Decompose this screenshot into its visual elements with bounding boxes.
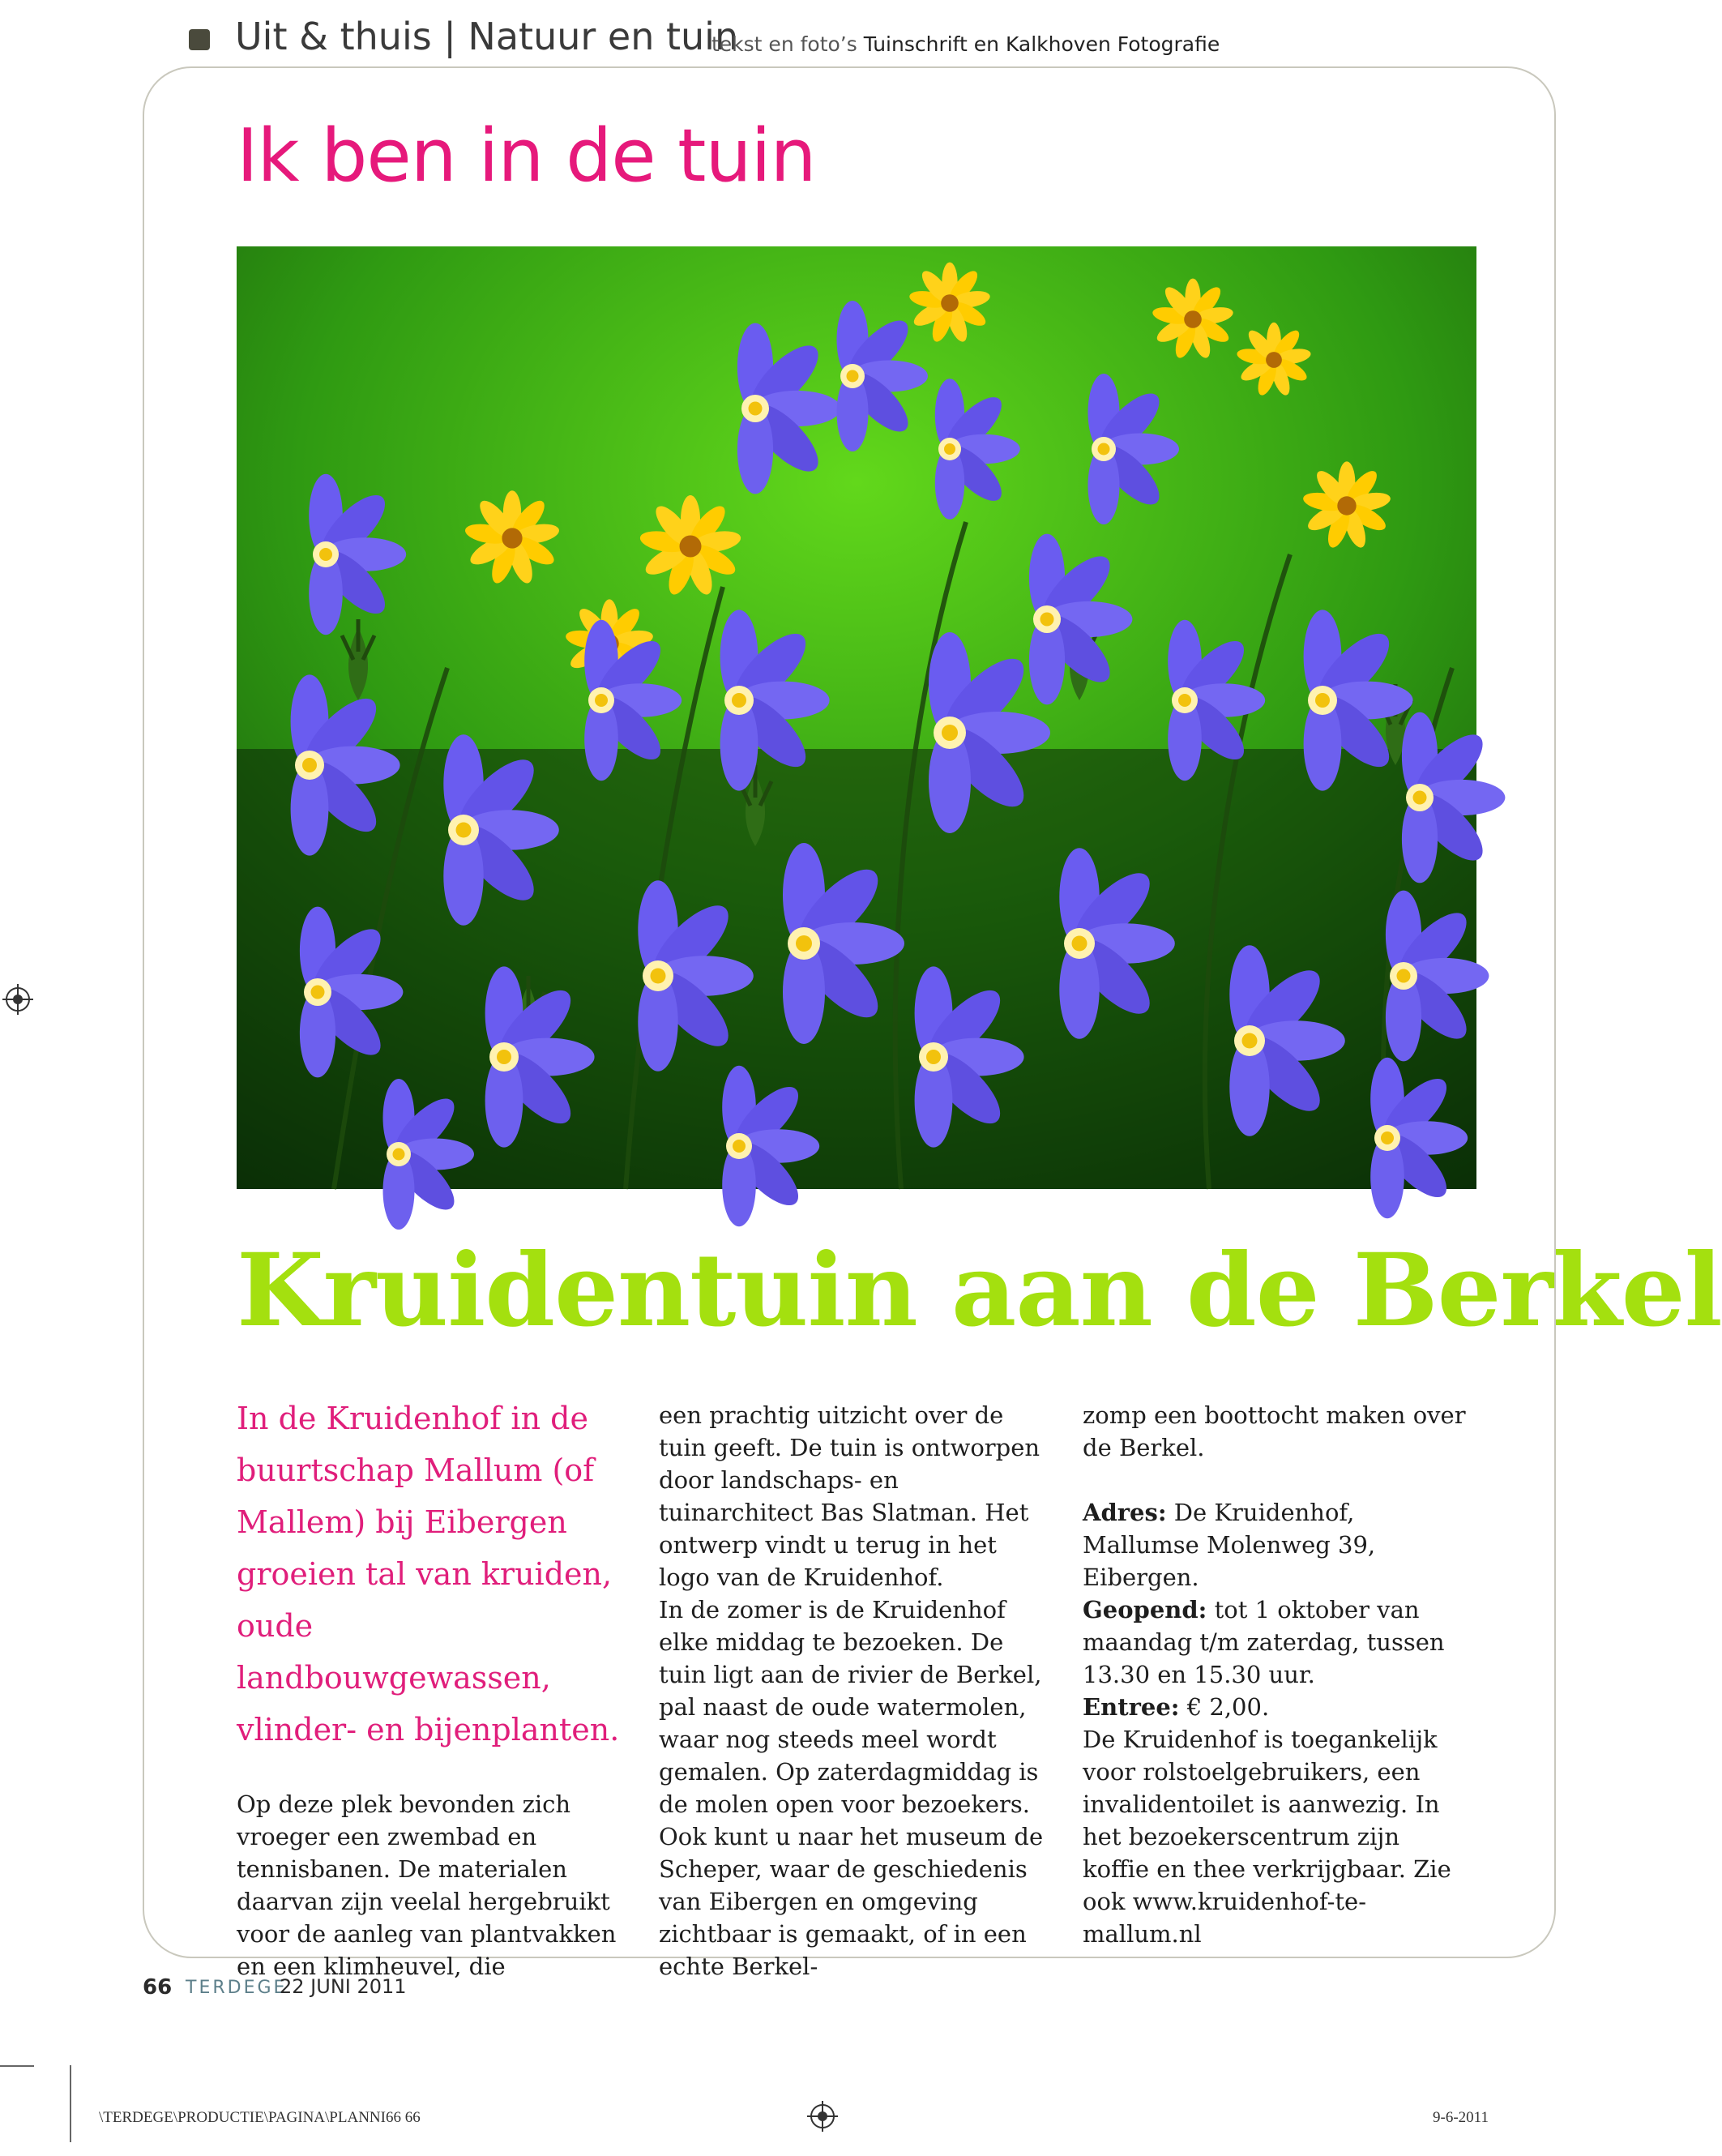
- crop-mark: [0, 2065, 34, 2067]
- info-entry-fee: [1083, 1691, 1468, 1723]
- article-column-1: [237, 1392, 622, 1983]
- print-slug-date: 9-6-2011: [1433, 2109, 1489, 2126]
- info-open-label: Geopend:: [1083, 1596, 1207, 1623]
- crop-mark: [70, 2065, 71, 2142]
- article-column-3: [1083, 1399, 1468, 1950]
- article-body-paragraph: zomp een boottocht maken over de Berkel.: [1083, 1401, 1466, 1461]
- registration-mark-icon: [6, 987, 30, 1012]
- magazine-name: TERDEGE: [186, 1978, 288, 1998]
- print-slug-path: \TERDEGE\PRODUCTIE\PAGINA\PLANNI66 66: [99, 2109, 421, 2126]
- issue-date: 22 JUNI 2011: [280, 1975, 407, 1998]
- credit-names: Tuinschrift en Kalkhoven Fotografie: [863, 32, 1220, 56]
- article-column-2: [659, 1399, 1044, 1983]
- article-headline: Kruidentuin aan de Berkel: [237, 1232, 1722, 1350]
- info-opening-hours: [1083, 1593, 1468, 1691]
- info-address: [1083, 1496, 1468, 1593]
- flowers-illustration: [237, 246, 1476, 1189]
- info-open-value: tot 1 oktober van maandag t/m zaterdag, tussen 13.30 en 15.30 uur.: [1083, 1596, 1445, 1688]
- info-address-label: Adres:: [1083, 1499, 1167, 1526]
- article-lead: In de Kruidenhof in de buurtschap Mallum (of Mallem) bij Eibergen groeien tal van kruiden, oude landbouwgewassen, vlinder- en bijenplanten.: [237, 1401, 620, 1747]
- flowers-photo: [237, 246, 1476, 1189]
- section-bullet-icon: [189, 29, 210, 50]
- info-fee-value: € 2,00.: [1179, 1693, 1270, 1721]
- info-address-value: De Kruidenhof, Mallumse Molenweg 39, Eibergen.: [1083, 1499, 1376, 1591]
- article-body-paragraph: In de zomer is de Kruidenhof elke middag te bezoeken. De tuin ligt aan de rivier de Berkel, pal naast de oude watermolen, waar nog steeds meel wordt gemalen. Op zaterdagmiddag is de molen open voor bezoekers. Ook kunt u naar het museum de Scheper, waar de geschiedenis van Eibergen en omgeving zichtbaar is gemaakt, of in een echte Berkel-: [659, 1596, 1044, 1980]
- info-fee-label: Entree:: [1083, 1693, 1180, 1721]
- page-number: 66: [143, 1975, 173, 2000]
- article-body-paragraph: De Kruidenhof is toegankelijk voor rolstoelgebruikers, een invalidentoilet is aanwezig. In het bezoekerscentrum zijn koffie en thee verkrijgbaar. Zie ook www.kruidenhof-te-mallum.nl: [1083, 1726, 1451, 1948]
- kicker-title: Ik ben in de tuin: [237, 113, 816, 199]
- section-title: Uit & thuis | Natuur en tuin: [235, 15, 739, 58]
- article-body-paragraph: Op deze plek bevonden zich vroeger een zwembad en tennisbanen. De materialen daarvan zijn veelal hergebruikt voor de aanleg van plantvakken en een klimheuvel, die: [237, 1790, 617, 1980]
- article-body-paragraph: een prachtig uitzicht over de tuin geeft. De tuin is ontworpen door landschaps- en tuinarchitect Bas Slatman. Het ontwerp vindt u terug in het logo van de Kruidenhof.: [659, 1401, 1040, 1591]
- credit-prefix: tekst en foto’s: [711, 32, 857, 56]
- photo-credit: [711, 32, 1220, 56]
- registration-mark-icon: [810, 2104, 835, 2128]
